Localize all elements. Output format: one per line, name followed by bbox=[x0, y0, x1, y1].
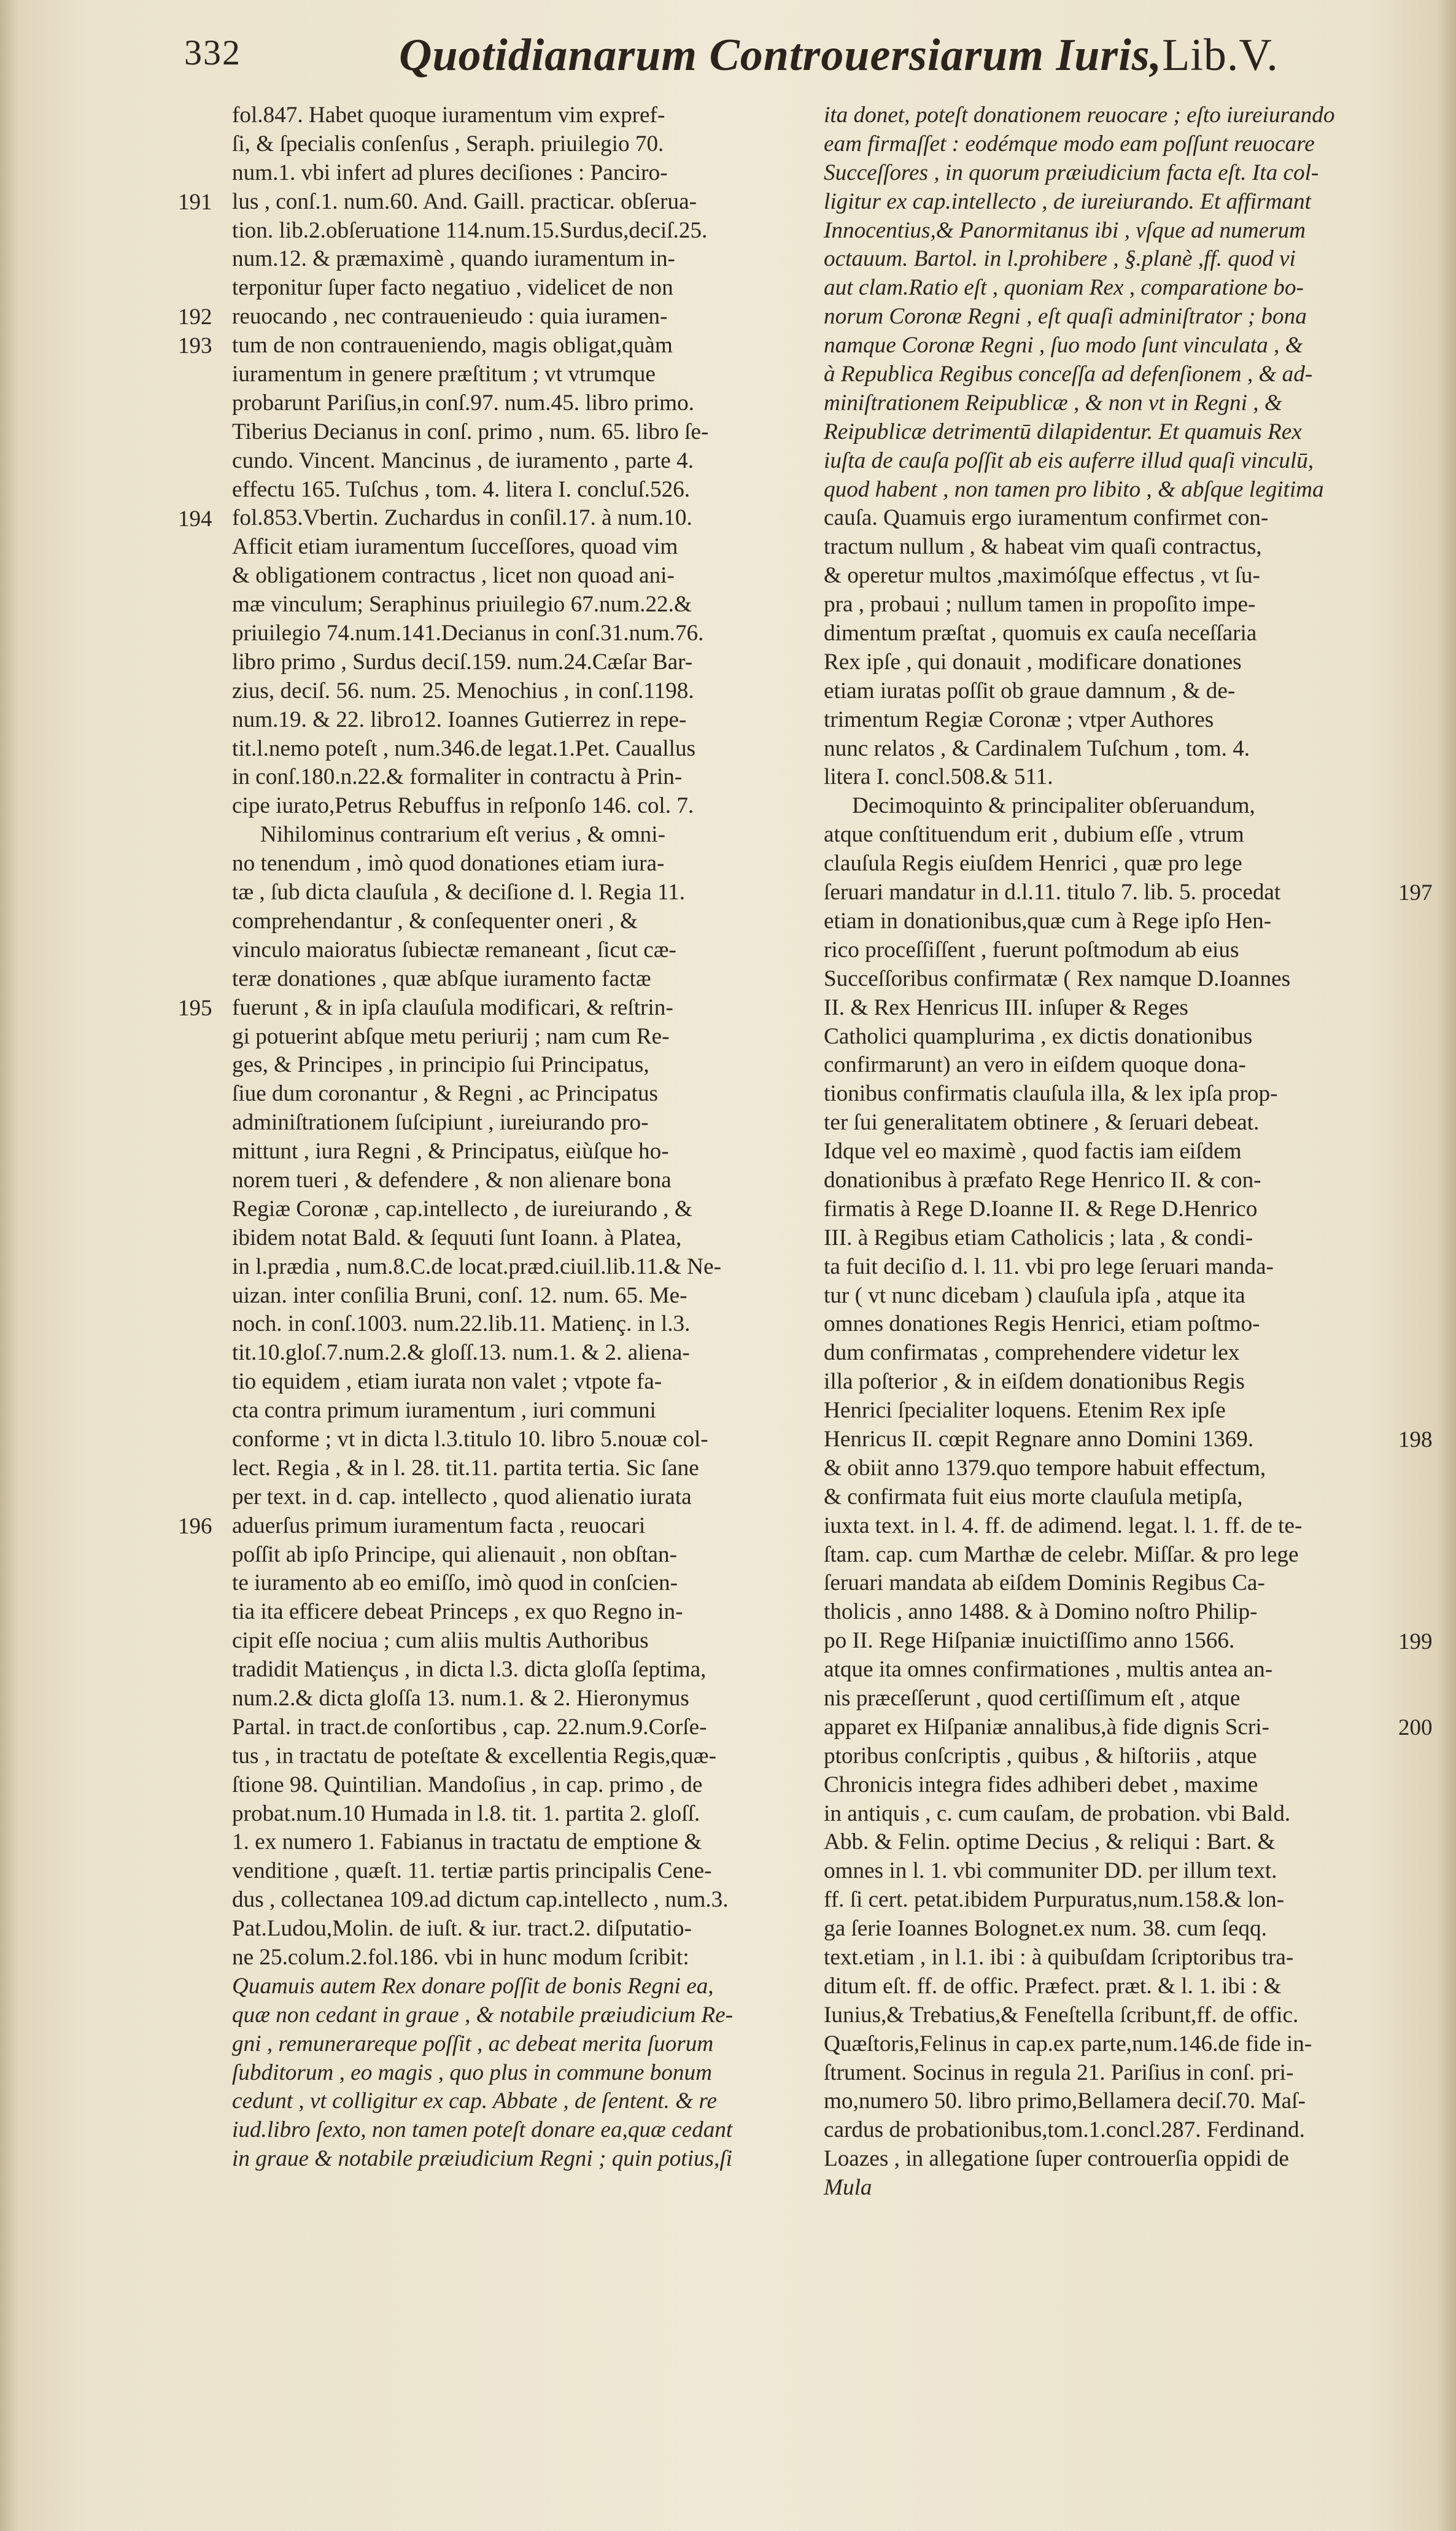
text-line: Innocentius,& Panormitanus ibi , vſque ad numerum bbox=[824, 217, 1306, 243]
text-line: fol.847. Habet quoque iuramentum vim expref- bbox=[232, 103, 665, 128]
text-line: III. à Regibus etiam Catholicis ; lata , & condi- bbox=[824, 1225, 1253, 1250]
text-line: iuxta text. in l. 4. ff. de adimend. legat. l. 1. ff. de te- bbox=[824, 1513, 1303, 1538]
text-line: Chronicis integra fides adhiberi debet , maxime bbox=[824, 1772, 1258, 1797]
text-line: iud.libro ſexto, non tamen poteſt donare ea,quæ cedant bbox=[232, 2117, 733, 2143]
text-line: ligitur ex cap.intellecto , de iureiurando. Et affirmant bbox=[824, 188, 1311, 214]
margin-note-number: 198 bbox=[1398, 1427, 1433, 1453]
text-line: namque Coronæ Regni , ſuo modo ſunt vinculata , & bbox=[824, 333, 1303, 359]
text-line: te iuramento ab eo emiſſo, imò quod in conſcien- bbox=[232, 1570, 678, 1596]
text-line: ibidem notat Bald. & ſequuti ſunt Ioann. à Platea, bbox=[232, 1225, 682, 1250]
text-line: Partal. in tract.de conſortibus , cap. 22.num.9.Corſe- bbox=[232, 1714, 707, 1740]
text-line: & operetur multos ,maximóſque effectus , vt ſu- bbox=[824, 563, 1260, 589]
text-line: iuſta de cauſa poſſit ab eis auferre illud quaſi vinculū, bbox=[824, 448, 1314, 473]
text-line: libro primo , Surdus deciſ.159. num.24.Cæſar Bar- bbox=[232, 649, 693, 675]
text-line: norum Coronæ Regni , eſt quaſi adminiſtrator ; bona bbox=[824, 304, 1307, 330]
text-line: Afficit etiam iuramentum ſucceſſores, quoad vim bbox=[232, 534, 678, 560]
text-line: num.12. & præmaximè , quando iuramentum in- bbox=[232, 246, 675, 272]
text-line: ptoribus conſcriptis , quibus , & hiſtoriis , atque bbox=[824, 1743, 1257, 1769]
running-title-text: Quotidianarum Controuersiarum Iuris, bbox=[399, 30, 1163, 80]
text-line: ditum eſt. ff. de offic. Præfect. præt. & l. 1. ibi : & bbox=[824, 1973, 1282, 1999]
text-line: iuramentum in genere præſtitum ; vt vtrumque bbox=[232, 362, 656, 387]
text-line: & confirmata fuit eius morte clauſula metipſa, bbox=[824, 1484, 1243, 1510]
text-line: mo,numero 50. libro primo,Bellamera deciſ.70. Maſ- bbox=[824, 2088, 1306, 2114]
text-line: ne 25.colum.2.fol.186. vbi in hunc modum ſcribit: bbox=[232, 1945, 689, 1970]
text-line: ſiue dum coronantur , & Regni , ac Principatus bbox=[232, 1081, 659, 1107]
text-line: cipe iurato,Petrus Rebuffus in reſponſo 146. col. 7. bbox=[232, 793, 694, 819]
right-text-column bbox=[824, 101, 1384, 2203]
text-line: ſtione 98. Quintilian. Mandoſius , in cap. primo , de bbox=[232, 1772, 703, 1797]
text-line: per text. in d. cap. intellecto , quod alienatio iurata bbox=[232, 1484, 692, 1510]
text-line: tion. lib.2.obſeruatione 114.num.15.Surdus,deciſ.25. bbox=[232, 217, 708, 243]
margin-note-number: 194 bbox=[178, 506, 212, 532]
text-line: Idque vel eo maximè , quod factis iam eiſdem bbox=[824, 1139, 1242, 1165]
margin-note-number: 193 bbox=[178, 333, 212, 359]
text-line: probarunt Pariſius,in conſ.97. num.45. libro primo. bbox=[232, 390, 694, 416]
text-line: dimentum præſtat , quomuis ex cauſa neceſſaria bbox=[824, 621, 1257, 646]
text-line: illa poſterior , & in eiſdem donationibus Regis bbox=[824, 1369, 1245, 1395]
page-header bbox=[184, 26, 1277, 93]
text-line: Iunius,& Trebatius,& Feneſtella ſcribunt,ff. de offic. bbox=[824, 2002, 1299, 2028]
text-line: Loazes , in allegatione ſuper controuerſia oppidi de bbox=[824, 2146, 1289, 2172]
text-line: in conſ.180.n.22.& formaliter in contractu à Prin- bbox=[232, 764, 683, 790]
text-line: fuerunt , & in ipſa clauſula modificari, & reſtrin- bbox=[232, 994, 673, 1020]
text-line: tionibus confirmatis clauſula illa, & lex ipſa prop- bbox=[824, 1081, 1278, 1107]
text-line: ta fuit deciſio d. l. 11. vbi pro lege ſeruari manda- bbox=[824, 1254, 1274, 1279]
text-line: apparet ex Hiſpaniæ annalibus,à fide dignis Scri- bbox=[824, 1714, 1269, 1740]
text-line: zius, deciſ. 56. num. 25. Menochius , in conſ.1198. bbox=[232, 678, 694, 703]
text-line: omnes in l. 1. vbi communiter DD. per illum text. bbox=[824, 1858, 1277, 1884]
text-line: 1. ex numero 1. Fabianus in tractatu de emptione & bbox=[232, 1829, 702, 1855]
text-line: pra , probaui ; nullum tamen in propoſito impe- bbox=[824, 592, 1256, 618]
text-line: Mula bbox=[824, 2175, 872, 2201]
text-line: litera I. concl.508.& 511. bbox=[824, 764, 1053, 790]
text-line: conforme ; vt in dicta l.3.titulo 10. libro 5.nouæ col- bbox=[232, 1426, 708, 1452]
text-line: num.19. & 22. libro12. Ioannes Gutierrez in repe- bbox=[232, 707, 687, 732]
page-edge-shadow-right bbox=[1438, 0, 1456, 2531]
text-line: gi potuerint abſque metu periurij ; nam cum Re- bbox=[232, 1023, 670, 1049]
text-line: ſtam. cap. cum Marthæ de celebr. Miſſar. & pro lege bbox=[824, 1541, 1299, 1567]
text-line: reuocando , nec contrauenieudo : quia iuramen- bbox=[232, 304, 668, 330]
text-line: eam firmaſſet : eodémque modo eam poſſunt reuocare bbox=[824, 131, 1315, 157]
text-line: tradidit Matiençus , in dicta l.3. dicta gloſſa ſeptima, bbox=[232, 1657, 707, 1683]
text-line: cedunt , vt colligitur ex cap. Abbate , de ſentent. & re bbox=[232, 2088, 718, 2114]
text-line: Succeſſores , in quorum præiudicium facta eſt. Ita col- bbox=[824, 160, 1319, 185]
text-line: quæ non cedant in graue , & notabile præiudicium Re- bbox=[232, 2002, 733, 2028]
text-line: comprehendantur , & conſequenter oneri , & bbox=[232, 908, 638, 934]
text-line: Rex ipſe , qui donauit , modificare donationes bbox=[824, 649, 1242, 675]
text-line: Tiberius Decianus in conſ. primo , num. 65. libro ſe- bbox=[232, 419, 709, 444]
text-line: Decimoquinto & principaliter obſeruandum, bbox=[852, 793, 1255, 819]
margin-note-number: 191 bbox=[178, 189, 212, 215]
text-line: tit.l.nemo poteſt , num.346.de legat.1.Pet. Cauallus bbox=[232, 735, 696, 761]
text-line: num.2.& dicta gloſſa 13. num.1. & 2. Hieronymus bbox=[232, 1685, 689, 1711]
text-line: ter ſui generalitatem obtinere , & ſeruari debeat. bbox=[824, 1110, 1260, 1136]
text-line: nunc relatos , & Cardinalem Tuſchum , tom. 4. bbox=[824, 735, 1250, 761]
text-line: rico proceſſiſſent , fuerunt poſtmodum ab eius bbox=[824, 937, 1239, 963]
text-line: ga ſerie Ioannes Bolognet.ex num. 38. cum ſeqq. bbox=[824, 1916, 1267, 1942]
text-line: Regiæ Coronæ , cap.intellecto , de iureiurando , & bbox=[232, 1196, 692, 1222]
text-line: adminiſtrationem ſuſcipiunt , iureiurando pro- bbox=[232, 1110, 649, 1136]
text-line: firmatis à Rege D.Ioanne II. & Rege D.Henrico bbox=[824, 1196, 1258, 1222]
text-line: lect. Regia , & in l. 28. tit.11. partita tertia. Sic ſane bbox=[232, 1455, 699, 1481]
text-line: norem tueri , & defendere , & non alienare bona bbox=[232, 1167, 672, 1193]
text-line: lus , conſ.1. num.60. And. Gaill. practicar. obſerua- bbox=[232, 188, 697, 214]
text-line: num.1. vbi infert ad plures deciſiones : Panciro- bbox=[232, 160, 668, 185]
text-line: Henricus II. cœpit Regnare anno Domini 1369. bbox=[824, 1426, 1254, 1452]
text-line: teræ donationes , quæ abſque iuramento factæ bbox=[232, 966, 651, 991]
text-line: ſtrument. Socinus in regula 21. Pariſius in conſ. pri- bbox=[824, 2060, 1294, 2085]
text-line: à Republica Regibus conceſſa ad defenſionem , & ad- bbox=[824, 362, 1313, 387]
text-line: quod habent , non tamen pro libito , & abſque legitima bbox=[824, 476, 1324, 502]
text-line: ff. ſi cert. petat.ibidem Purpuratus,num.158.& lon- bbox=[824, 1887, 1285, 1913]
margin-note-number: 200 bbox=[1398, 1715, 1433, 1741]
page-number: 332 bbox=[184, 33, 241, 72]
text-line: Reipublicæ detrimentū dilapidentur. Et quamuis Rex bbox=[824, 419, 1302, 444]
text-line: ſeruari mandatur in d.l.11. titulo 7. lib. 5. procedat bbox=[824, 880, 1281, 905]
text-line: Pat.Ludou,Molin. de iuſt. & iur. tract.2. diſputatio- bbox=[232, 1916, 692, 1942]
margin-note-number: 197 bbox=[1398, 880, 1433, 906]
text-line: ſi, & ſpecialis conſenſus , Seraph. priuilegio 70. bbox=[232, 131, 664, 157]
margin-note-number: 192 bbox=[178, 304, 212, 330]
text-line: cta contra primum iuramentum , iuri communi bbox=[232, 1398, 656, 1424]
text-line: trimentum Regiæ Coronæ ; vtper Authores bbox=[824, 707, 1214, 732]
text-line: tia ita efficere debeat Princeps , ex quo Regno in- bbox=[232, 1599, 683, 1625]
text-line: po II. Rege Hiſpaniæ inuictiſſimo anno 1566. bbox=[824, 1628, 1235, 1654]
text-line: etiam in donationibus,quæ cum à Rege ipſo Hen- bbox=[824, 908, 1272, 934]
text-line: tholicis , anno 1488. & à Domino noſtro Philip- bbox=[824, 1599, 1258, 1625]
text-line: noch. in conſ.1003. num.22.lib.11. Matienç. in l.3. bbox=[232, 1311, 691, 1337]
text-line: mittunt , iura Regni , & Principatus, eiùſque ho- bbox=[232, 1139, 669, 1165]
margin-note-number: 199 bbox=[1398, 1629, 1433, 1654]
text-line: donationibus à præfato Rege Henrico II. & con- bbox=[824, 1167, 1261, 1193]
text-line: terponitur ſuper facto negatiuo , videlicet de non bbox=[232, 275, 673, 301]
text-line: Quamuis autem Rex donare poſſit de bonis Regni ea, bbox=[232, 1973, 714, 1999]
text-line: text.etiam , in l.1. ibi : à quibuſdam ſcriptoribus tra- bbox=[824, 1945, 1294, 1970]
text-line: tæ , ſub dicta clauſula , & deciſione d. l. Regia 11. bbox=[232, 880, 686, 905]
margin-note-number: 195 bbox=[178, 995, 212, 1021]
text-line: effectu 165. Tuſchus , tom. 4. litera I. concluſ.526. bbox=[232, 476, 691, 502]
text-line: nis præceſſerunt , quod certiſſimum eſt , atque bbox=[824, 1685, 1241, 1711]
text-line: atque ita omnes confirmationes , multis antea an- bbox=[824, 1657, 1273, 1683]
text-line: priuilegio 74.num.141.Decianus in conſ.31.num.76. bbox=[232, 621, 704, 646]
text-line: probat.num.10 Humada in l.8. tit. 1. partita 2. gloſſ. bbox=[232, 1800, 700, 1826]
text-line: Catholici quamplurima , ex dictis donationibus bbox=[824, 1023, 1253, 1049]
left-text-column bbox=[232, 101, 799, 2174]
text-line: in l.prædia , num.8.C.de locat.præd.ciuil.lib.11.& Ne- bbox=[232, 1254, 722, 1279]
text-line: vinculo maioratus ſubiectæ remaneant , ſicut cæ- bbox=[232, 937, 676, 963]
page-edge-shadow-left bbox=[0, 0, 18, 2531]
text-line: dus , collectanea 109.ad dictum cap.intellecto , num.3. bbox=[232, 1887, 729, 1913]
text-line: etiam iuratas poſſit ob graue damnum , & de- bbox=[824, 678, 1236, 703]
text-line: in antiquis , c. cum cauſam, de probation. vbi Bald. bbox=[824, 1800, 1291, 1826]
text-line: confirmarunt) an vero in eiſdem quoque dona- bbox=[824, 1052, 1246, 1078]
text-line: Abb. & Felin. optime Decius , & reliqui : Bart. & bbox=[824, 1829, 1276, 1855]
text-line: ita donet, poteſt donationem reuocare ; eſto iureiurando bbox=[824, 103, 1335, 128]
text-line: tit.10.gloſ.7.num.2.& gloſſ.13. num.1. & 2. aliena- bbox=[232, 1340, 690, 1366]
text-line: Quæſtoris,Felinus in cap.ex parte,num.146.de fide in- bbox=[824, 2031, 1312, 2056]
text-line: dum confirmatas , comprehendere videtur lex bbox=[824, 1340, 1240, 1366]
text-line: ſubditorum , eo magis , quo plus in commune bonum bbox=[232, 2060, 712, 2085]
text-line: tur ( vt nunc dicebam ) clauſula ipſa , atque ita bbox=[824, 1282, 1245, 1308]
text-line: atque conſtituendum erit , dubium eſſe , vtrum bbox=[824, 822, 1244, 848]
text-line: in graue & notabile præiudicium Regni ; quin potius,ſi bbox=[232, 2146, 732, 2172]
text-line: fol.853.Vbertin. Zuchardus in conſil.17. à num.10. bbox=[232, 505, 692, 531]
text-line: miniſtrationem Reipublicæ , & non vt in Regni , & bbox=[824, 390, 1282, 416]
text-line: tus , in tractatu de poteſtate & excellentia Regis,quæ- bbox=[232, 1743, 716, 1769]
text-line: no tenendum , imò quod donationes etiam iura- bbox=[232, 851, 665, 877]
text-line: ges, & Principes , in principio ſui Principatus, bbox=[232, 1052, 649, 1078]
text-line: venditione , quæſt. 11. tertiæ partis principalis Cene- bbox=[232, 1858, 712, 1884]
text-line: cundo. Vincent. Mancinus , de iuramento , parte 4. bbox=[232, 448, 694, 473]
text-line: gni , remunerareque poſſit , ac debeat merita ſuorum bbox=[232, 2031, 714, 2056]
text-line: Nihilominus contrarium eſt verius , & omni- bbox=[260, 822, 665, 848]
text-line: Succeſſoribus confirmatæ ( Rex namque D.Ioannes bbox=[824, 966, 1291, 991]
margin-note-number: 196 bbox=[178, 1514, 212, 1540]
text-line: omnes donationes Regis Henrici, etiam poſtmo- bbox=[824, 1311, 1260, 1337]
text-line: cipit eſſe nociua ; cum aliis multis Authoribus bbox=[232, 1628, 649, 1654]
text-line: aut clam.Ratio eſt , quoniam Rex , comparatione bo- bbox=[824, 275, 1304, 301]
text-line: uizan. inter conſilia Bruni, conſ. 12. num. 65. Me- bbox=[232, 1282, 687, 1308]
text-line: clauſula Regis eiuſdem Henrici , quæ pro lege bbox=[824, 851, 1242, 877]
text-line: cauſa. Quamuis ergo iuramentum confirmet con- bbox=[824, 505, 1269, 531]
text-line: ſeruari mandata ab eiſdem Dominis Regibus Ca- bbox=[824, 1570, 1265, 1596]
text-line: octauum. Bartol. in l.prohibere , §.planè ,ff. quod vi bbox=[824, 246, 1296, 272]
text-line: cardus de probationibus,tom.1.concl.287. Ferdinand. bbox=[824, 2117, 1305, 2143]
text-line: & obligationem contractus , licet non quoad ani- bbox=[232, 563, 675, 589]
book-number: Lib.V. bbox=[1162, 30, 1279, 80]
running-title bbox=[399, 29, 1279, 82]
text-line: poſſit ab ipſo Principe, qui alienauit , non obſtan- bbox=[232, 1541, 678, 1567]
text-line: II. & Rex Henricus III. inſuper & Reges bbox=[824, 994, 1188, 1020]
text-line: mæ vinculum; Seraphinus priuilegio 67.num.22.& bbox=[232, 592, 692, 618]
text-line: tio equidem , etiam iurata non valet ; vtpote fa- bbox=[232, 1369, 662, 1395]
text-line: aduerſus primum iuramentum facta , reuocari bbox=[232, 1513, 646, 1538]
text-line: Henrici ſpecialiter loquens. Etenim Rex ipſe bbox=[824, 1398, 1226, 1424]
text-line: & obiit anno 1379.quo tempore habuit effectum, bbox=[824, 1455, 1266, 1481]
text-line: tractum nullum , & habeat vim quaſi contractus, bbox=[824, 534, 1262, 560]
text-line: tum de non contraueniendo, magis obligat,quàm bbox=[232, 333, 673, 359]
